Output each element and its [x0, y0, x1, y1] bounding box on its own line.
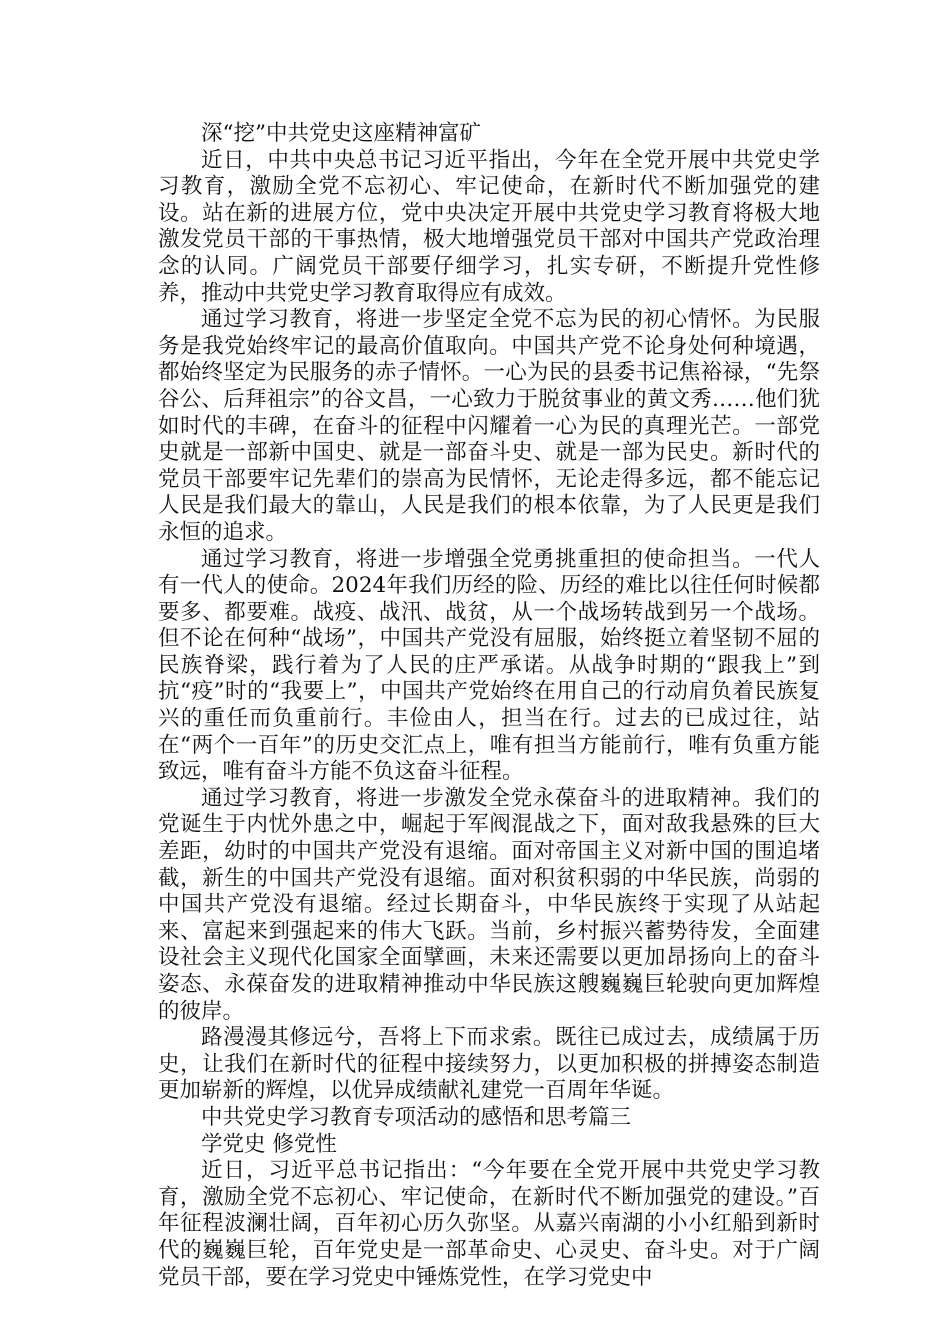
paragraph: 通过学习教育，将进一步激发全党永葆奋斗的进取精神。我们的党诞生于内忧外患之中，崛起于军阀混战之下，面对敌我悬殊的巨大差距，幼时的中国共产党没有退缩。面对帝国主义对新中国的围追堵截，新生的中国共产党没有退缩。面对积贫积弱的中华民族，尚弱的中国共产党没有退缩。经过长期奋斗，中华民族终于实现了从站起来、富起来到强起来的伟大飞跃。当前，乡村振兴蓄势待发，全面建设社会主义现代化国家全面擘画，未来还需要以更加昂扬向上的奋斗姿态、永葆奋发的进取精神推动中华民族这艘巍巍巨轮驶向更加辉煌的彼岸。 [158, 785, 820, 1024]
article-title: 深“挖”中共党史这座精神富矿 [201, 121, 481, 146]
paragraph: 路漫漫其修远兮，吾将上下而求索。既往已成过去，成绩属于历史，让我们在新时代的征程中接续努力，以更加积极的拼搏姿态制造更加崭新的辉煌，以优异成绩献礼建党一百周年华诞。 [158, 1025, 820, 1104]
document-body [158, 121, 820, 1291]
paragraph: 通过学习教育，将进一步坚定全党不忘为民的初心情怀。为民服务是我党始终牢记的最高价值取向。中国共产党不论身处何种境遇，都始终坚定为民服务的赤子情怀。一心为民的县委书记焦裕禄，“先祭谷公、后拜祖宗”的谷文昌，一心致力于脱贫事业的黄文秀……他们犹如时代的丰碑，在奋斗的征程中闪耀着一心为民的真理光芒。一部党史就是一部新中国史、就是一部奋斗史、就是一部为民史。新时代的党员干部要牢记先辈们的崇高为民情怀，无论走得多远，都不能忘记人民是我们最大的靠山，人民是我们的根本依靠，为了人民更是我们永恒的追求。 [158, 307, 820, 545]
paragraph: 近日，中共中央总书记习近平指出，今年在全党开展中共党史学习教育，激励全党不忘初心、牢记使命，在新时代不断加强党的建设。站在新的进展方位，党中央决定开展中共党史学习教育将极大地激发党员干部的干事热情，极大地增强党员干部对中国共产党政治理念的认同。广阔党员干部要仔细学习，扎实专研，不断提升党性修养，推动中共党史学习教育取得应有成效。 [158, 147, 820, 306]
paragraph: 近日，习近平总书记指出：“今年要在全党开展中共党史学习教育，激励全党不忘初心、牢记使命，在新时代不断加强党的建设。”百年征程波澜壮阔，百年初心历久弥坚。从嘉兴南湖的小小红船到新时代的巍巍巨轮，百年党史是一部革命史、心灵史、奋斗史。对于广阔党员干部，要在学习党史中锤炼党性，在学习党史中 [158, 1158, 820, 1290]
section-title: 中共党史学习教育专项活动的感悟和思考篇三 [201, 1104, 632, 1130]
section-subtitle: 学党史 修党性 [201, 1131, 337, 1157]
paragraph: 通过学习教育，将进一步增强全党勇挑重担的使命担当。一代人有一代人的使命。2024年我们历经的险、历经的难比以往任何时候都要多、都要难。战疫、战汛、战贫，从一个战场转战到另一个战场。但不论在何种“战场”，中国共产党没有屈服，始终挺立着坚韧不屈的民族脊梁，践行着为了人民的庄严承诺。从战争时期的“跟我上”到抗“疫”时的“我要上”，中国共产党始终在用自己的行动肩负着民族复兴的重任而负重前行。丰俭由人，担当在行。过去的已成过往，站在“两个一百年”的历史交汇点上，唯有担当方能前行，唯有负重方能致远，唯有奋斗方能不负这奋斗征程。 [158, 546, 820, 785]
